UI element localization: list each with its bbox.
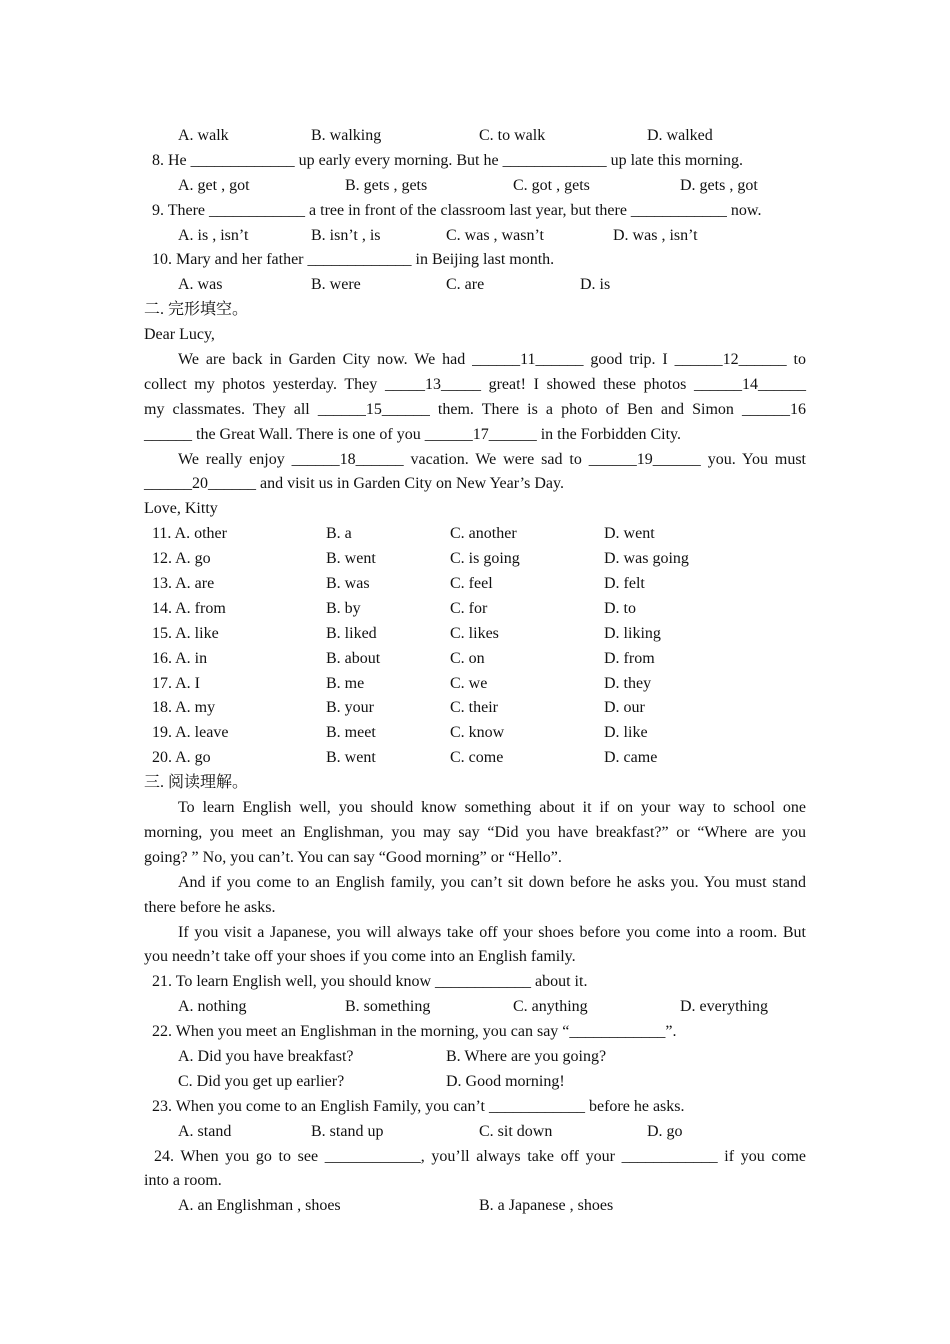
- option: C. are: [446, 276, 485, 294]
- option: 17. A. I: [152, 674, 200, 692]
- paragraph-line: going? ” No, you can’t. You can say “Good morning” or “Hello”.: [144, 848, 562, 866]
- option: 20. A. go: [152, 749, 211, 767]
- option: 18. A. my: [152, 699, 216, 717]
- question: 8. He _____________ up early every morning. But he _____________ up late this morning.: [152, 151, 744, 169]
- question: 9. There ____________ a tree in front of the classroom last year, but there ____________ now.: [152, 201, 762, 219]
- options-row: [144, 597, 806, 622]
- option: B. your: [326, 699, 374, 717]
- paragraph-line: And if you come to an English family, you can’t sit down before he asks you. You must stand: [178, 873, 806, 891]
- options-row: [144, 746, 806, 771]
- paragraph-line: ______20______ and visit us in Garden City on New Year’s Day.: [144, 475, 564, 493]
- option: D. everything: [680, 998, 768, 1016]
- question: 24. When you go to see ____________, you’ll always take off your ____________ if you come: [154, 1147, 806, 1165]
- option: B. about: [326, 649, 381, 667]
- options-row: [144, 647, 806, 672]
- option: D. go: [647, 1122, 683, 1140]
- options-row: [144, 224, 806, 249]
- option: B. liked: [326, 624, 377, 642]
- option: C. another: [450, 525, 517, 543]
- option: B. was: [326, 575, 370, 593]
- option: A. nothing: [178, 998, 247, 1016]
- option: D. came: [604, 749, 658, 767]
- option: D. they: [604, 674, 652, 692]
- option: D. Good morning!: [446, 1072, 565, 1090]
- options-row: [144, 721, 806, 746]
- paragraph-line: If you visit a Japanese, you will always take off your shoes before you come into a room. But: [178, 923, 806, 941]
- options-row: [144, 547, 806, 572]
- section-heading: 二. 完形填空。: [144, 301, 249, 319]
- option: B. a Japanese , shoes: [479, 1197, 614, 1215]
- option: B. gets , gets: [345, 176, 428, 194]
- option: B. stand up: [311, 1122, 384, 1140]
- paragraph-line: Dear Lucy,: [144, 326, 215, 344]
- options-row: [144, 995, 806, 1020]
- options-row: [144, 572, 806, 597]
- options-row: [144, 1194, 806, 1219]
- paragraph-line: collect my photos yesterday. They _____13_____ great! I showed these photos ______14______: [144, 375, 806, 393]
- option: D. gets , got: [680, 176, 758, 194]
- option: A. walk: [178, 127, 229, 144]
- section-heading: 三. 阅读理解。: [144, 774, 249, 792]
- option: C. anything: [513, 998, 588, 1016]
- paragraph-line: my classmates. They all ______15______ them. There is a photo of Ben and Simon ______16: [144, 400, 806, 418]
- question: 21. To learn English well, you should know ____________ about it.: [152, 973, 588, 991]
- option: B. by: [326, 599, 361, 617]
- question: 10. Mary and her father _____________ in Beijing last month.: [152, 251, 555, 269]
- option: D. from: [604, 649, 655, 667]
- option: B. isn’t , is: [311, 226, 381, 244]
- option: D. to: [604, 599, 636, 617]
- option: 13. A. are: [152, 575, 215, 593]
- option: C. sit down: [479, 1122, 553, 1140]
- option: B. something: [345, 998, 431, 1016]
- options-row: [144, 124, 806, 149]
- question: 22. When you meet an Englishman in the morning, you can say “____________”.: [152, 1023, 677, 1041]
- option: B. a: [326, 525, 352, 543]
- option: 15. A. like: [152, 624, 219, 642]
- option: B. went: [326, 550, 376, 568]
- options-row: [144, 174, 806, 199]
- option: 16. A. in: [152, 649, 208, 667]
- option: C. come: [450, 749, 504, 767]
- option: C. was , wasn’t: [446, 226, 544, 244]
- option: C. on: [450, 649, 485, 667]
- options-row: [144, 696, 806, 721]
- option: D. walked: [647, 127, 713, 144]
- option: 14. A. from: [152, 599, 226, 617]
- option: D. was going: [604, 550, 689, 568]
- option: C. feel: [450, 575, 493, 593]
- option: 12. A. go: [152, 550, 211, 568]
- option: D. liking: [604, 624, 661, 642]
- option: 11. A. other: [152, 525, 227, 543]
- option: C. for: [450, 599, 488, 617]
- option: C. know: [450, 724, 505, 742]
- paragraph-line: Love, Kitty: [144, 500, 218, 518]
- option: A. get , got: [178, 176, 250, 194]
- options-row: [144, 1045, 806, 1070]
- option: C. Did you get up earlier?: [178, 1072, 345, 1090]
- exam-document: [144, 124, 806, 1219]
- option: B. meet: [326, 724, 376, 742]
- option: D. our: [604, 699, 645, 717]
- option: 19. A. leave: [152, 724, 229, 742]
- options-row: [144, 1070, 806, 1095]
- options-row: [144, 522, 806, 547]
- option: B. went: [326, 749, 376, 767]
- paragraph-line: morning, you meet an Englishman, you may say “Did you have breakfast?” or “Where are you: [144, 823, 806, 841]
- option: A. stand: [178, 1122, 232, 1140]
- option: B. Where are you going?: [446, 1047, 607, 1065]
- paragraph-line: To learn English well, you should know something about it if on your way to school one: [178, 799, 806, 817]
- paragraph-line: ______ the Great Wall. There is one of you ______17______ in the Forbidden City.: [144, 425, 682, 443]
- options-row: [144, 672, 806, 697]
- option: A. was: [178, 276, 223, 294]
- option: C. their: [450, 699, 498, 717]
- option: A. Did you have breakfast?: [178, 1047, 354, 1065]
- option: C. we: [450, 674, 488, 692]
- option: C. got , gets: [513, 176, 590, 194]
- option: D. went: [604, 525, 655, 543]
- paragraph-line: We are back in Garden City now. We had ______11______ good trip. I ______12______ to: [178, 351, 806, 369]
- option: C. is going: [450, 550, 520, 568]
- option: A. an Englishman , shoes: [178, 1197, 341, 1215]
- option: D. is: [580, 276, 611, 294]
- option: D. like: [604, 724, 648, 742]
- options-row: [144, 622, 806, 647]
- option: D. felt: [604, 575, 645, 593]
- paragraph-line: into a room.: [144, 1172, 222, 1190]
- option: C. to walk: [479, 127, 546, 144]
- option: A. is , isn’t: [178, 226, 249, 244]
- options-row: [144, 273, 806, 298]
- option: B. me: [326, 674, 365, 692]
- option: B. were: [311, 276, 361, 294]
- option: C. likes: [450, 624, 499, 642]
- option: D. was , isn’t: [613, 226, 698, 244]
- options-row: [144, 1120, 806, 1145]
- paragraph-line: there before he asks.: [144, 898, 276, 916]
- paragraph-line: We really enjoy ______18______ vacation. We were sad to ______19______ you. You must: [178, 450, 806, 468]
- option: B. walking: [311, 127, 382, 144]
- question: 23. When you come to an English Family, you can’t ____________ before he asks.: [152, 1097, 685, 1115]
- paragraph-line: you needn’t take off your shoes if you come into an English family.: [144, 948, 576, 966]
